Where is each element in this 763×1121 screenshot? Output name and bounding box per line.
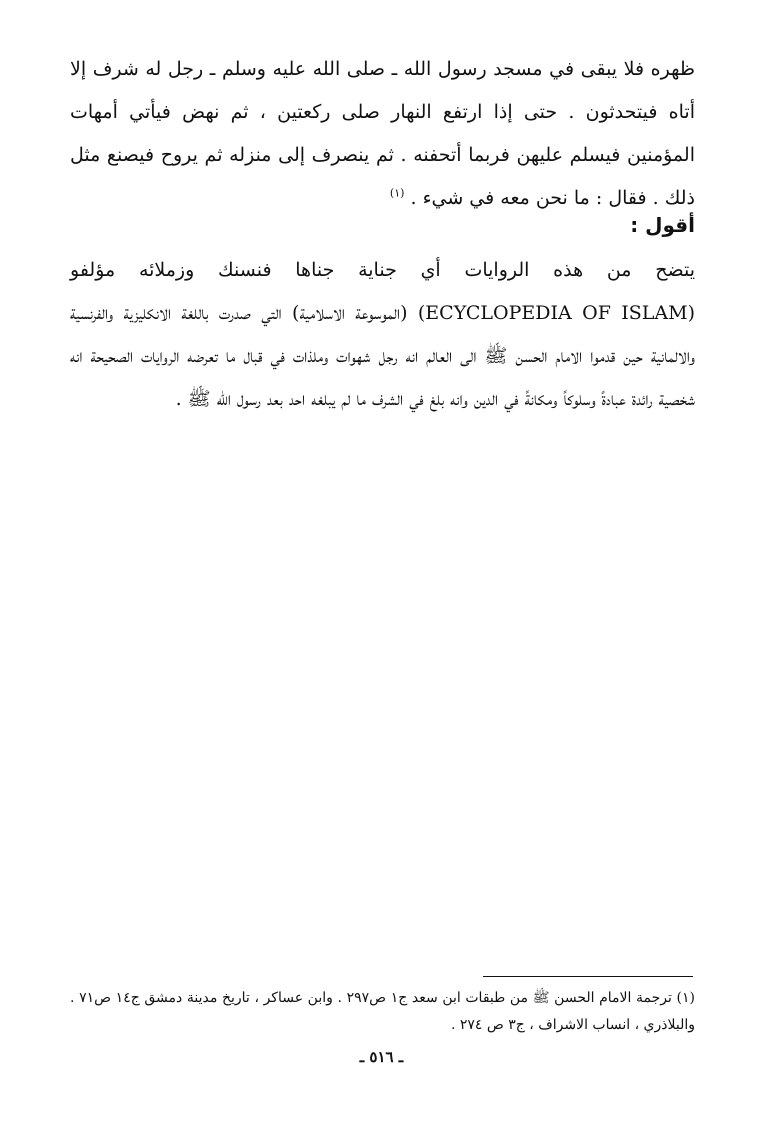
body-paragraph-1 xyxy=(70,48,695,220)
footnote-divider xyxy=(483,976,693,977)
paragraph-1-text: ظهره فلا يبقى في مسجد رسول الله ـ صلى الله عليه وسلم ـ رجل له شرف إلا أتاه فيتحدثون . حتى إذا ارتفع النهار صلى ركعتين ، ثم نهض فيأتي أمهات المؤمنين فيسلم عليهن فربما أتحفنه . ثم ينصرف إلى منزله ثم يروح فيصنع مثل ذلك . فقال : ما نحن معه في شيء . xyxy=(70,58,695,209)
page-number: ـ ٥١٦ ـ xyxy=(359,1048,404,1066)
footnote-marker: (١) xyxy=(389,186,405,200)
section-heading: أقول : xyxy=(630,213,695,237)
footnote-1: (١) ترجمة الامام الحسن ﷺ من طبقات ابن سعد ج١ ص٢٩٧ . وابن عساكر ، تاريخ مدينة دمشق ج١٤ ص٧١ . والبلاذري ، انساب الاشراف ، ج٣ ص ٢٧٤ . xyxy=(70,990,695,1033)
body-paragraph-2: يتضح من هذه الروايات أي جناية جناها فنسنك وزملائه مؤلفو (ECYCLOPEDIA OF ISLAM) (الموسوعة الاسلامية) التي صدرت باللغة الانكليزية والفرنسية والالمانية حين قدموا الامام الحسن ﷺ الى العالم انه رجل شهوات وملذات في قبال ما تعرضه الروايات الصحيحة انه شخصية رائدة عبادةً وسلوكاً ومكانةً في الدين وانه بلغ في الشرف ما لم يبلغه احد بعد رسول الله ﷺ . xyxy=(70,259,695,410)
